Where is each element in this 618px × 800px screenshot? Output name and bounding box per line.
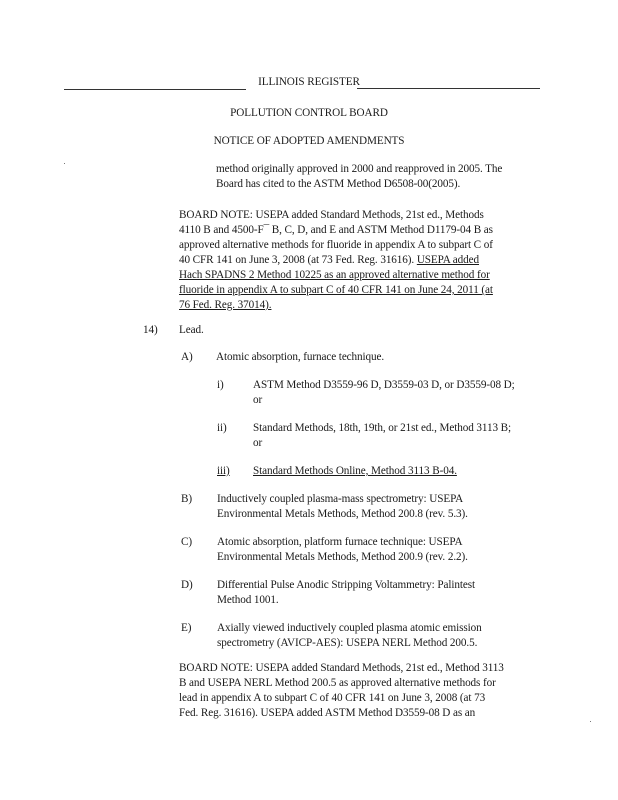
- continuation-line-2: Board has cited to the ASTM Method D6508-00(2005).: [216, 178, 461, 190]
- board-note-2-line-3: lead in appendix A to subpart C of 40 CFR 141 on June 3, 2008 (at 73: [179, 692, 486, 704]
- board-note-1-line-4: [179, 253, 479, 268]
- item-e-line-1: Axially viewed inductively coupled plasma atomic emission: [217, 622, 482, 634]
- item-d-line-1: Differential Pulse Anodic Stripping Voltammetry: Palintest: [217, 579, 476, 591]
- item-14-number: 14): [143, 324, 158, 336]
- continuation-line-1: method originally approved in 2000 and reapproved in 2005. The: [216, 163, 503, 175]
- subitem-ii-line-1: Standard Methods, 18th, 19th, or 21st ed., Method 3113 B;: [253, 422, 512, 434]
- notice-title: NOTICE OF ADOPTED AMENDMENTS: [213, 135, 405, 147]
- scan-speck: [590, 721, 591, 722]
- register-title: ILLINOIS REGISTER: [258, 76, 360, 88]
- board-note-2-line-4: Fed. Reg. 31616). USEPA added ASTM Method D3559-08 D as an: [179, 707, 476, 719]
- board-note-1-underlined-line-1: Hach SPADNS 2 Method 10225 as an approved alternative method for: [179, 269, 490, 281]
- board-note-2-line-2: B and USEPA NERL Method 200.5 as approved alternative methods for: [179, 677, 496, 689]
- subitem-iii-line-1: Standard Methods Online, Method 3113 B-04.: [253, 465, 457, 477]
- item-e-line-2: spectrometry (AVICP-AES): USEPA NERL Method 200.5.: [217, 637, 478, 649]
- item-c-line-2: Environmental Metals Methods, Method 200.9 (rev. 2.2).: [217, 551, 468, 563]
- board-note-1-underlined-line-2: fluoride in appendix A to subpart C of 40 CFR 141 on June 24, 2011 (at: [179, 284, 493, 296]
- subitem-ii-line-2: or: [253, 437, 263, 449]
- item-d-line-2: Method 1001.: [217, 594, 279, 606]
- subitem-i-number: i): [217, 379, 224, 391]
- subitem-iii-number: iii): [217, 465, 230, 477]
- scan-speck: [64, 163, 65, 164]
- item-d-letter: D): [181, 579, 193, 591]
- item-a-letter: A): [181, 351, 193, 363]
- item-a-text: Atomic absorption, furnace technique.: [216, 351, 385, 363]
- board-note-1-line-3: approved alternative methods for fluoride in appendix A to subpart C of: [179, 239, 493, 251]
- agency-title: POLLUTION CONTROL BOARD: [230, 107, 388, 119]
- board-note-1-underlined-line-3: 76 Fed. Reg. 37014).: [179, 299, 272, 311]
- header-rule-right: [357, 88, 540, 89]
- board-note-1-line-2: 4110 B and 4500-F¯ B, C, D, and E and ASTM Method D1179-04 B as: [179, 224, 493, 236]
- board-note-1-line-1: BOARD NOTE: USEPA added Standard Methods, 21st ed., Methods: [179, 209, 484, 221]
- item-14-label: Lead.: [179, 324, 204, 336]
- subitem-i-line-2: or: [253, 394, 263, 406]
- item-e-letter: E): [181, 622, 192, 634]
- item-c-letter: C): [181, 536, 192, 548]
- subitem-i-line-1: ASTM Method D3559-96 D, D3559-03 D, or D3559-08 D;: [253, 379, 515, 391]
- subitem-ii-number: ii): [217, 422, 227, 434]
- board-note-1-underlined-start: USEPA added: [416, 254, 480, 266]
- board-note-2-line-1: BOARD NOTE: USEPA added Standard Methods, 21st ed., Method 3113: [179, 662, 504, 674]
- item-b-letter: B): [181, 493, 192, 505]
- item-b-line-2: Environmental Metals Methods, Method 200.8 (rev. 5.3).: [217, 508, 468, 520]
- board-note-1-line-4-text: 40 CFR 141 on June 3, 2008 (at 73 Fed. Reg. 31616).: [179, 254, 417, 266]
- item-c-line-1: Atomic absorption, platform furnace technique: USEPA: [217, 536, 463, 548]
- item-b-line-1: Inductively coupled plasma-mass spectrometry: USEPA: [217, 493, 464, 505]
